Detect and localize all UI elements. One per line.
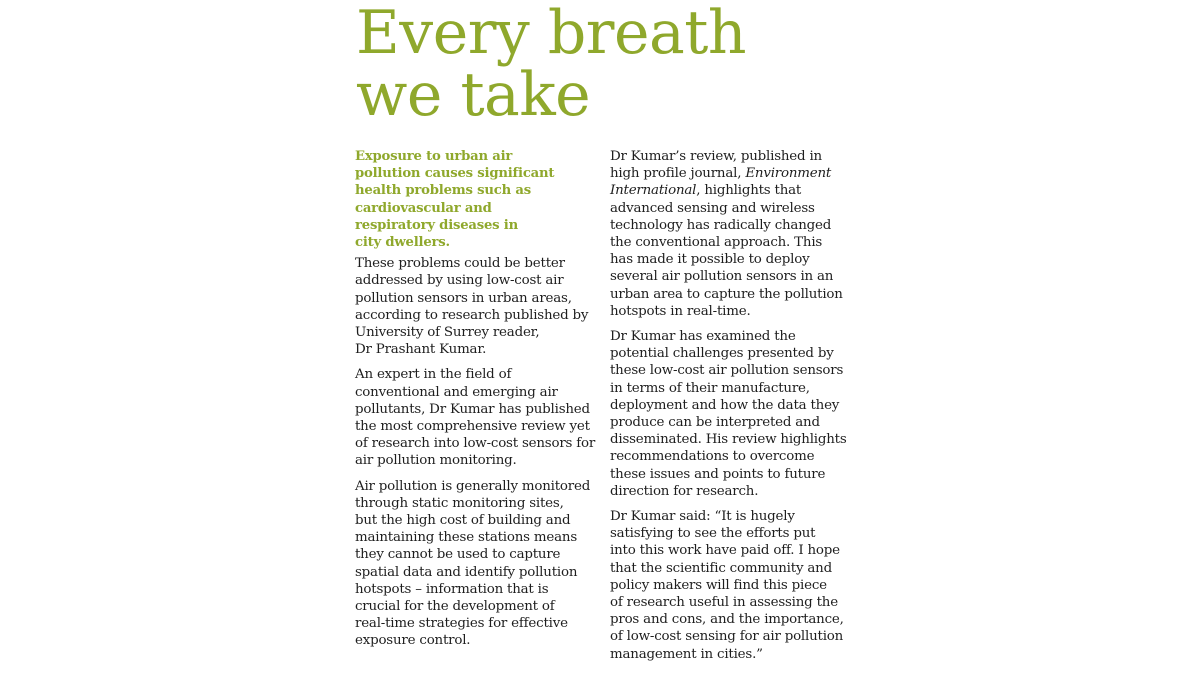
body-line [610,182,853,199]
body-line: that the scientific community and [610,560,832,576]
journal-name: Environment [745,166,832,182]
body-line: into this work have paid off. I hope [610,543,840,559]
body-line: deployment and how the data they [610,397,840,413]
body-line: potential challenges presented by [610,346,834,362]
body-line: advanced sensing and wireless [610,200,815,216]
body-line: several air pollution sensors in an [610,269,834,285]
body-text: , highlights that [696,183,802,199]
body-line: recommendations to overcome [610,449,815,465]
body-line: conventional and emerging air [355,384,558,400]
body-line: spatial data and identify pollution [355,564,578,580]
body-line: management in cities.” [610,646,763,662]
left-column [355,148,600,658]
standfirst-line: respiratory diseases in [355,217,518,233]
body-line: policy makers will find this piece [610,577,827,593]
journal-name: International [610,183,697,199]
body-line: Dr Kumar has examined the [610,329,796,345]
right-column [610,148,853,671]
body-line: of low-cost sensing for air pollution [610,629,844,645]
body-line: These problems could be better [355,256,565,272]
body-line: these low-cost air pollution sensors [610,363,844,379]
standfirst-line: city dwellers. [355,235,450,251]
body-line: air pollution monitoring. [355,453,517,469]
body-line: has made it possible to deploy [610,252,810,268]
body-paragraph [610,148,853,320]
title-line: Every breath [356,0,746,68]
standfirst-line: health problems such as [355,183,531,199]
body-line: through static monitoring sites, [355,495,564,511]
body-line: An expert in the field of [355,367,512,383]
body-line: but the high cost of building and [355,513,571,529]
body-line: pollution sensors in urban areas, [355,290,572,306]
title-line: we take [356,60,591,130]
standfirst [355,148,600,251]
article-title [356,0,746,130]
body-line: satisfying to see the efforts put [610,526,816,542]
body-line: pros and cons, and the importance, [610,612,844,628]
body-line: the conventional approach. This [610,235,823,251]
body-line: exposure control. [355,633,471,649]
body-line: Dr Kumar said: “It is hugely [610,509,795,525]
quote-paragraph [610,508,853,663]
body-line: hotspots in real-time. [610,303,751,319]
standfirst-line: cardiovascular and [355,200,492,216]
standfirst-line: Exposure to urban air [355,149,513,164]
body-line: the most comprehensive review yet [355,419,590,435]
body-line [610,165,853,182]
body-paragraph [610,328,853,500]
body-line: disseminated. His review highlights [610,432,847,448]
body-line: produce can be interpreted and [610,415,820,431]
body-line: pollutants, Dr Kumar has published [355,401,590,417]
body-line: of research into low-cost sensors for [355,436,596,452]
body-line: University of Surrey reader, [355,325,540,341]
body-line: these issues and points to future [610,466,826,482]
body-line: crucial for the development of [355,599,555,615]
body-line: hotspots – information that is [355,581,549,597]
body-text: high profile journal, [610,166,746,182]
body-line: of research useful in assessing the [610,595,838,611]
standfirst-line: pollution causes significant [355,166,555,182]
body-paragraph [355,478,600,650]
body-line: Dr Kumar’s review, published in [610,149,822,164]
body-line: technology has radically changed [610,217,832,233]
body-line: Dr Prashant Kumar. [355,342,487,358]
body-line: they cannot be used to capture [355,547,561,563]
body-paragraph [355,255,600,358]
body-line: in terms of their manufacture, [610,380,810,396]
body-line: urban area to capture the pollution [610,286,843,302]
article-page [353,0,853,675]
body-line: according to research published by [355,307,589,323]
body-line: maintaining these stations means [355,530,577,546]
body-line: Air pollution is generally monitored [355,478,591,494]
body-line: addressed by using low-cost air [355,273,564,289]
body-paragraph [355,366,600,469]
body-line: direction for research. [610,483,759,499]
body-line: real-time strategies for effective [355,616,568,632]
